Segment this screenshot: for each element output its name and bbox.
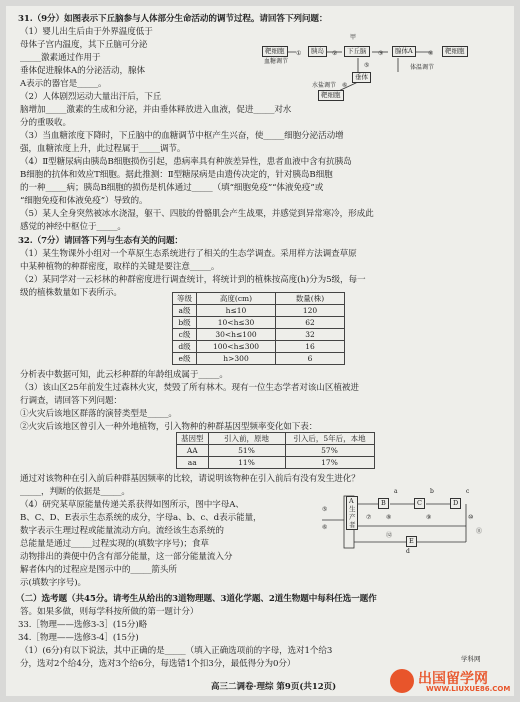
table-cell: b级 <box>173 317 197 329</box>
table-header: 等级 <box>173 293 197 305</box>
table-cell: d级 <box>173 341 197 353</box>
diagram-label: ① <box>296 50 302 57</box>
diagram-label: ⑤ <box>364 62 370 69</box>
diagram-label: 血糖调节 <box>264 58 289 65</box>
q32-line: 行调查，请回答下列问题： <box>20 396 122 406</box>
table-cell: 32 <box>276 329 345 341</box>
q31-line: “细胞免疫和体液免疫”）导致的。 <box>20 196 148 206</box>
diagram-label: ⑧ <box>386 514 392 521</box>
diagram-box: 下丘脑 <box>344 46 370 57</box>
table-cell: 16 <box>276 341 345 353</box>
table-cell: 100<h≤300 <box>197 341 276 353</box>
table-header: 高度(cm) <box>197 293 276 305</box>
table-row <box>173 341 345 353</box>
diagram-label: ⑩ <box>468 514 474 521</box>
watermark-name: 出国留学网 <box>418 671 488 687</box>
q31-title: 31.（9分）如图表示下丘脑参与人体部分生命活动的调节过程。请回答下列问题： <box>18 14 328 24</box>
producer-box: A生产者 <box>346 496 358 530</box>
elective-line: 答。如果多做，则每学科按所做的第一题计分） <box>20 607 199 617</box>
stamp: 学科网 <box>461 655 481 663</box>
table-cell: h≤10 <box>197 305 276 317</box>
diagram-box: 靶细胞 <box>262 46 288 57</box>
diagram-label: ⑤ <box>322 506 328 513</box>
table-cell: c级 <box>173 329 197 341</box>
diagram-box: E <box>406 536 417 547</box>
elective-line: （1）(6分)有以下说法，其中正确的是_____（填入正确选项前的字母，选对1个给3 <box>20 646 333 656</box>
diagram-box: 垂体 <box>352 72 371 83</box>
elective-heading: （二）选考题（共45分。请考生从给出的3道物理题、3道化学题、2道生物题中每科任选一题作 <box>16 594 377 604</box>
table-cell: h>300 <box>197 353 276 365</box>
q31-line: （5）某人全身突然被冰水浇湿，躯干、四肢的骨骼肌会产生战栗，并感觉到异常寒冷，形成此 <box>20 209 374 219</box>
q31-line: （3）当血糖浓度下降时，下丘脑中的血糖调节中枢产生兴奋，使_____细胞分泌活动增 <box>20 131 344 141</box>
q32-line: 中某种植物的种群密度，取样的关键是要注意_____。 <box>20 262 220 272</box>
diagram-label: ⑥ <box>322 524 328 531</box>
diagram-box: 靶细胞 <box>442 46 468 57</box>
diagram-box: 胰岛 <box>308 46 327 57</box>
q32-line: _____，判断的依据是_____。 <box>20 487 130 497</box>
diagram-label: ⑥ <box>342 82 348 89</box>
diagram-label: b <box>430 488 434 495</box>
q32-line: B、C、D、E表示生态系统的成分，字母a、b、c、d表示能量， <box>20 513 262 523</box>
q32-line: 动物排出的粪便中仍含有部分能量，这一部分能量流入分 <box>20 552 233 562</box>
table-header: 引入前，原地 <box>208 433 285 445</box>
q32-line: 通过对该物种在引入前后种群基因频率的比较，请说明该物种在引入前后有没有发生进化？ <box>20 474 360 484</box>
q31-line: 垂体促进腺体A的分泌活动，腺体 <box>20 66 146 76</box>
table-cell: aa <box>177 457 209 469</box>
table-header: 数量(株) <box>276 293 345 305</box>
q32-line: ②火灾后该地区曾引入一种外地植物，引入物种的种群基因型频率变化如下表： <box>20 422 318 432</box>
table-row <box>173 329 345 341</box>
diagram-label: ⑦ <box>366 514 372 521</box>
q31-line: A表示的器官是_____。 <box>20 79 107 89</box>
watermark-url: WWW.LIUXUE86.COM <box>426 685 511 693</box>
q31-line: 脑增加_____激素的生成和分泌，并由垂体释放进入血液，促进_____对水 <box>20 105 292 115</box>
diagram-label: ② <box>332 50 338 57</box>
q32-line: 示(填数字序号)。 <box>20 578 86 588</box>
table-header: 引入后，5年后，本地 <box>285 433 374 445</box>
q31-line: 母体子宫内温度，其下丘脑可分泌 <box>20 40 148 50</box>
table-header-row <box>177 433 375 445</box>
table-cell: 62 <box>276 317 345 329</box>
globe-icon <box>390 669 414 693</box>
q32-title: 32.（7分）请回答下列与生态有关的问题： <box>18 236 183 246</box>
q32-line: ①火灾后该地区群落的演替类型是_____。 <box>20 409 177 419</box>
diagram-box: B <box>378 498 389 509</box>
diagram-label: ③ <box>378 50 384 57</box>
table-row <box>173 317 345 329</box>
q32-line: 级的植株数量如下表所示。 <box>20 288 122 298</box>
table-cell: 30<h≤100 <box>197 329 276 341</box>
q31-line: 分的重吸收。 <box>20 118 71 128</box>
diagram-label: 甲 <box>350 34 357 41</box>
diagram-box: D <box>450 498 461 509</box>
diagram-label: a <box>394 488 398 495</box>
genotype-frequency-table <box>176 432 375 469</box>
q32-line: （4）研究某草原能量传递关系获得如图所示，图中字母A、 <box>20 500 244 510</box>
diagram-label: ⑫ <box>386 532 393 539</box>
q32-line: 解者体内的过程应是图示中的_____箭头所 <box>20 565 177 575</box>
q31-line: （4）Ⅱ型糖尿病由胰岛B细胞损伤引起，患病率具有种族差异性，患者血液中含有抗胰岛 <box>20 157 352 167</box>
q32-line: 分析表中数据可知，此云杉种群的年龄组成属于_____。 <box>20 370 228 380</box>
q32-line: 数字表示生理过程或能量流动方向。流经该生态系统的 <box>20 526 224 536</box>
table-cell: e级 <box>173 353 197 365</box>
q31-line: _____激素通过作用于 <box>20 53 101 63</box>
table-cell: 6 <box>276 353 345 365</box>
q31-line: B细胞的抗体和效应T细胞。据此推测：Ⅱ型糖尿病是由遗传决定的，针对胰岛B细胞 <box>20 170 333 180</box>
watermark-logo <box>388 666 514 696</box>
diagram-label: 体温调节 <box>410 64 435 71</box>
table-cell: 11% <box>208 457 285 469</box>
q31-line: 的一种_____病；胰岛B细胞的损伤是机体通过_____（填“细胞免疫”“体液免疫”或 <box>20 183 324 193</box>
table-header: 基因型 <box>177 433 209 445</box>
q32-line: （2）某同学对一云杉林的种群密度进行调查统计，将统计到的植株按高度(h)分为5级，每一 <box>20 275 366 285</box>
diagram-box: 靶细胞 <box>318 90 344 101</box>
table-cell: 51% <box>208 445 285 457</box>
diagram-label: ⑨ <box>426 514 432 521</box>
q32-line: （3）该山区25年前发生过森林火灾，焚毁了所有林木。现有一位生态学者对该山区植被进 <box>20 383 359 393</box>
diagram-label: c <box>466 488 470 495</box>
table-cell: 57% <box>285 445 374 457</box>
table-cell: a级 <box>173 305 197 317</box>
table-cell: 17% <box>285 457 374 469</box>
table-row <box>177 445 375 457</box>
diagram-label: ⑪ <box>476 528 483 535</box>
q32-line: （1）某生物课外小组对一个草原生态系统进行了相关的生态学调查。采用样方法调查草原 <box>20 249 357 259</box>
q31-line: 强，血糖浓度上升，此过程属于_____调节。 <box>20 144 186 154</box>
diagram-box: 腺体A <box>392 46 416 57</box>
q31-line: 感觉的神经中枢位于_____。 <box>20 222 126 232</box>
table-header-row <box>173 293 345 305</box>
tree-height-table <box>172 292 345 365</box>
table-row <box>173 305 345 317</box>
diagram-label: 水盐调节 <box>312 82 337 89</box>
diagram-box: C <box>414 498 425 509</box>
q31-line: （2）人体剧烈运动大量出汗后，下丘 <box>20 92 162 102</box>
table-row <box>177 457 375 469</box>
table-row <box>173 353 345 365</box>
diagram-label: d <box>406 548 410 555</box>
table-cell: 10<h≤30 <box>197 317 276 329</box>
table-cell: 120 <box>276 305 345 317</box>
table-cell: AA <box>177 445 209 457</box>
q31-line: （1）婴儿出生后由于外界温度低于 <box>20 27 153 37</box>
q32-line: 总能量是通过_____过程实现的(填数字序号)；食草 <box>20 539 209 549</box>
elective-line: 33.［物理——选修3-3］(15分)略 <box>18 620 148 630</box>
page-footer: 高三二调卷·理综 第9页(共12页) <box>211 682 337 692</box>
elective-line: 34.［物理——选修3-4］(15分) <box>18 633 139 643</box>
exam-page <box>6 6 514 696</box>
diagram-label: ④ <box>428 50 434 57</box>
elective-line: 分，选对2个给4分，选对3个给6分，每选错1个扣3分，最低得分为0分） <box>20 659 296 669</box>
